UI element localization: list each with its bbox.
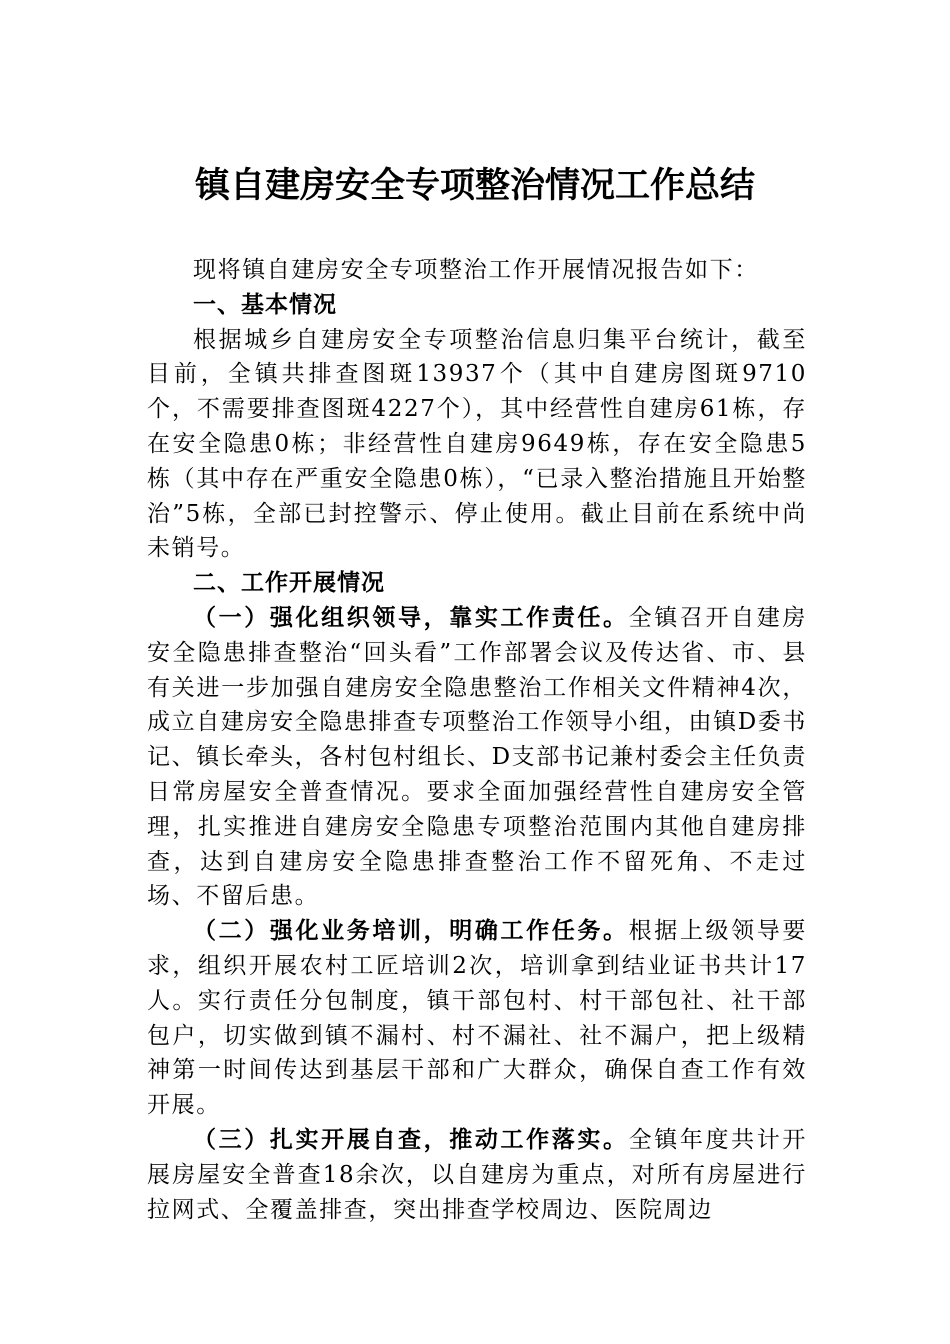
work-item-lead: （一）强化组织领导，靠实工作责任。 <box>193 603 629 631</box>
section-heading-work: 二、工作开展情况 <box>193 570 385 597</box>
work-item-lead: （三）扎实开展自查，推动工作落实。 <box>193 1125 629 1153</box>
basic-situation-paragraph: 根据城乡自建房安全专项整治信息归集平台统计，截至目前，全镇共排查图斑13937个（其中自建房图斑9710个，不需要排查图斑4227个），其中经营性自建房61栋，存在安全隐患0栋；非经营性自建房9649栋，存在安全隐患5栋（其中存在严重安全隐患0栋），“已录入整治措施且开始整治”5栋，全部已封控警示、停止使用。截止目前在系统中尚未销号。 <box>147 326 807 562</box>
work-item-text: 根据上级领导要求，组织开展农村工匠培训2次，培训拿到结业证书共计17人。实行责任分包制度，镇干部包村、村干部包社、社干部包户，切实做到镇不漏村、村不漏社、社不漏户，把上级精神第一时间传达到基层干部和广大群众，确保自查工作有效开展。 <box>147 918 807 1119</box>
document-title: 镇自建房安全专项整治情况工作总结 <box>194 165 755 206</box>
work-item-paragraph <box>147 1123 807 1227</box>
intro-paragraph: 现将镇自建房安全专项整治工作开展情况报告如下： <box>193 257 759 283</box>
work-item-text: 全镇年度共计开展房屋安全普查18余次，以自建房为重点，对所有房屋进行拉网式、全覆盖排查，突出排查学校周边、医院周边 <box>147 1126 807 1223</box>
work-item-paragraph <box>147 601 807 914</box>
document-body <box>147 253 807 1227</box>
section-heading-basic: 一、基本情况 <box>193 291 337 318</box>
work-item-text: 全镇召开自建房安全隐患排查整治“回头看”工作部署会议及传达省、市、县有关进一步加强自建房安全隐患整治工作相关文件精神4次，成立自建房安全隐患排查专项整治工作领导小组，由镇D委书记、镇长牵头，各村包村组长、D支部书记兼村委会主任负责日常房屋安全普查情况。要求全面加强经营性自建房安全管理，扎实推进自建房安全隐患专项整治范围内其他自建房排查，达到自建房安全隐患排查整治工作不留死角、不走过场、不留后患。 <box>147 604 807 910</box>
work-item-paragraph <box>147 914 807 1123</box>
work-item-lead: （二）强化业务培训，明确工作任务。 <box>193 917 629 945</box>
